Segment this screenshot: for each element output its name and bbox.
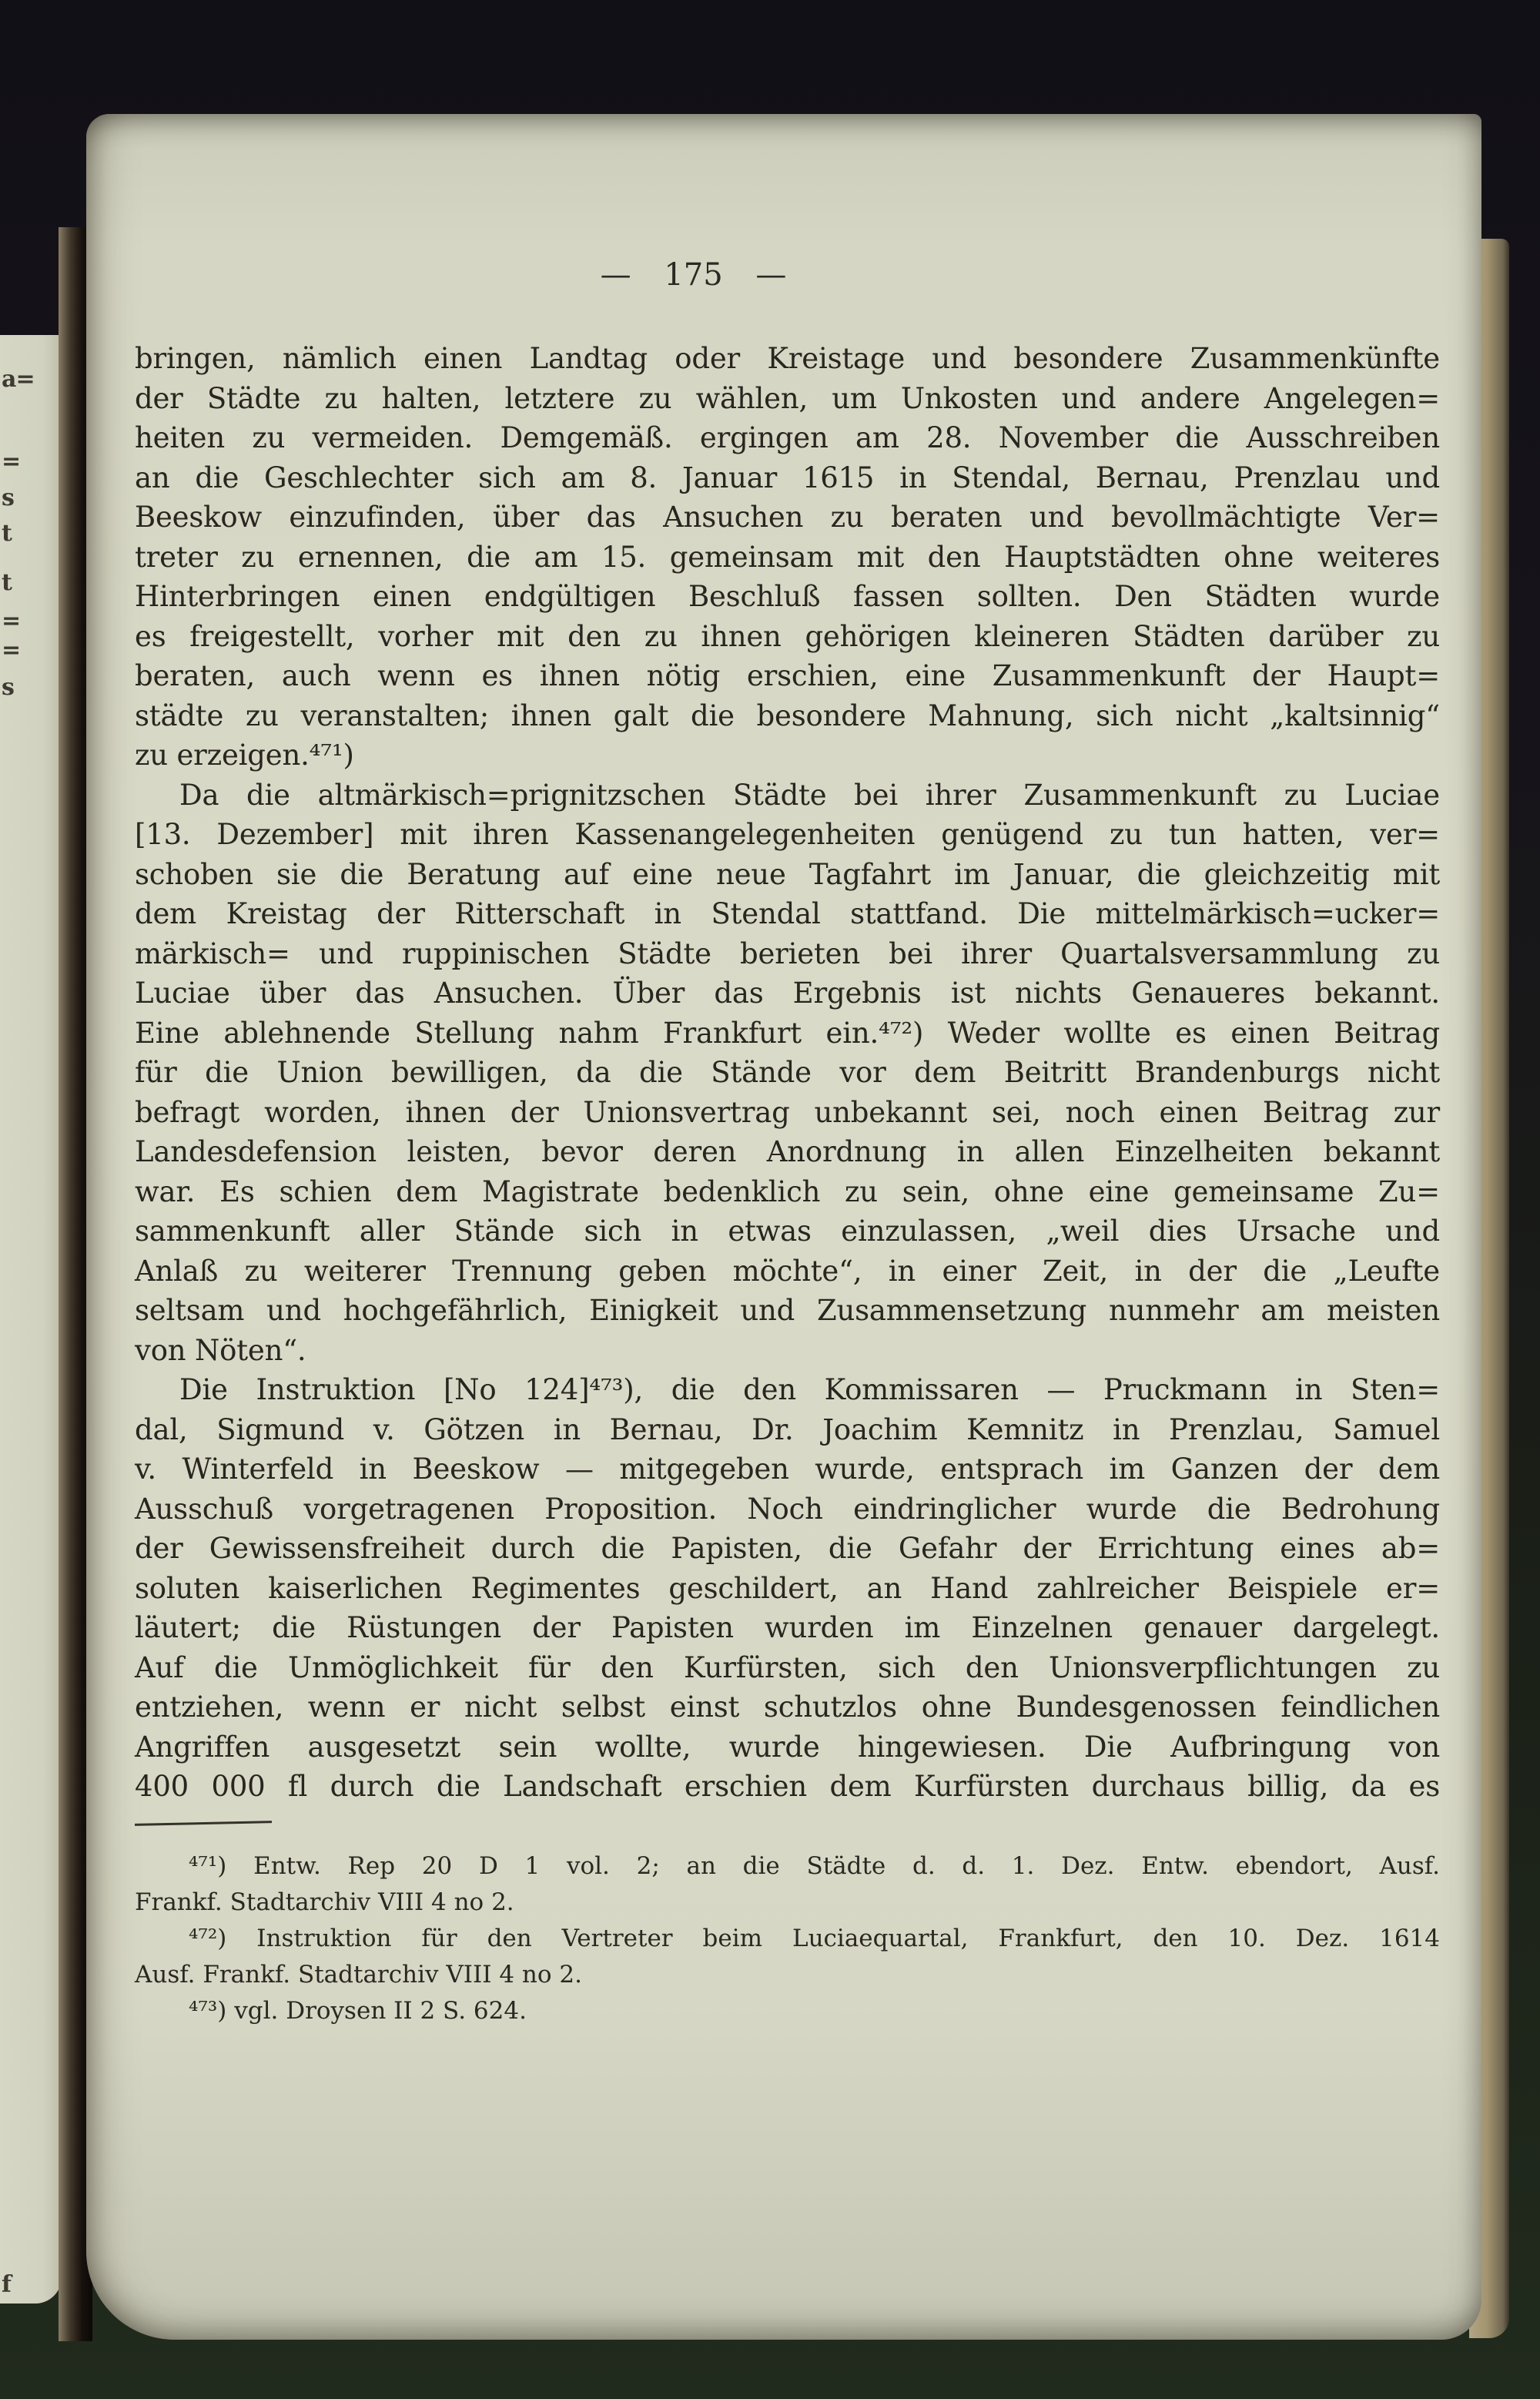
facing-page-text-fragment: = xyxy=(2,637,21,664)
footnote-line: ⁴⁷³) vgl. Droysen II 2 S. 624. xyxy=(189,1997,527,2025)
body-line: an die Geschlechter sich am 8. Januar 1615 in Stendal, Bernau, Prenzlau und xyxy=(135,461,1440,494)
body-line: sammenkunft aller Stände sich in etwas einzulassen, „weil dies Ursache und xyxy=(135,1215,1440,1248)
body-line: Auf die Unmöglichkeit für den Kurfürsten, sich den Unionsverpflichtungen zu xyxy=(135,1650,1440,1684)
paragraph xyxy=(135,1370,1440,1807)
body-line: v. Winterfeld in Beeskow — mitgegeben wurde, entsprach im Ganzen der dem xyxy=(135,1452,1440,1486)
body-line: für die Union bewilligen, da die Stände vor dem Beitritt Brandenburgs nicht xyxy=(135,1056,1440,1089)
body-line: schoben sie die Beratung auf eine neue Tagfahrt im Januar, die gleichzeitig mit xyxy=(135,857,1440,891)
facing-page-text-fragment: = xyxy=(2,608,21,635)
body-line: märkisch= und ruppinischen Städte berieten bei ihrer Quartalsversammlung zu xyxy=(135,936,1440,970)
body-line: es freigestellt, vorher mit den zu ihnen gehörigen kleineren Städten darüber zu xyxy=(135,619,1440,653)
facing-page-sliver xyxy=(0,335,62,2304)
body-line: entziehen, wenn er nicht selbst einst schutzlos ohne Bundesgenossen feindlichen xyxy=(135,1690,1440,1724)
body-line: Hinterbringen einen endgültigen Beschluß fassen sollten. Den Städten wurde xyxy=(135,580,1440,613)
footnote-line: ⁴⁷¹) Entw. Rep 20 D 1 vol. 2; an die Städte d. d. 1. Dez. Entw. ebendort, Ausf. xyxy=(189,1852,1440,1880)
body-line: dem Kreistag der Ritterschaft in Stendal stattfand. Die mittelmärkisch=ucker= xyxy=(135,897,1440,930)
footnote-separator xyxy=(135,1821,272,1826)
body-line: heiten zu vermeiden. Demgemäß. ergingen am 28. November die Ausschreiben xyxy=(135,421,1440,454)
body-line: läutert; die Rüstungen der Papisten wurden im Einzelnen genauer dargelegt. xyxy=(135,1611,1440,1644)
footnotes xyxy=(135,1848,1440,2029)
facing-page-text-fragment: f xyxy=(2,2271,11,2298)
body-line: 400 000 fl durch die Landschaft erschien dem Kurfürsten durchaus billig, da es xyxy=(135,1770,1440,1803)
body-line: Anlaß zu weiterer Trennung geben möchte“, in einer Zeit, in der die „Leufte xyxy=(135,1254,1440,1288)
body-line: von Nöten“. xyxy=(135,1333,306,1367)
body-line: Ausschuß vorgetragenen Proposition. Noch eindringlicher wurde die Bedrohung xyxy=(135,1492,1440,1526)
footnote-line: Frankf. Stadtarchiv VIII 4 no 2. xyxy=(135,1888,514,1916)
body-line: Luciae über das Ansuchen. Über das Ergebnis ist nichts Genaueres bekannt. xyxy=(135,977,1440,1010)
body-line: treter zu ernennen, die am 15. gemeinsam mit den Hauptstädten ohne weiteres xyxy=(135,540,1440,574)
body-line: Landesdefension leisten, bevor deren Anordnung in allen Einzelheiten bekannt xyxy=(135,1135,1440,1168)
facing-page-text-fragment: s xyxy=(2,484,14,511)
body-line: Beeskow einzufinden, über das Ansuchen zu beraten und bevollmächtigte Ver= xyxy=(135,501,1440,534)
body-line: beraten, auch wenn es ihnen nötig erschien, eine Zusammenkunft der Haupt= xyxy=(135,659,1440,692)
body-line: dal, Sigmund v. Götzen in Bernau, Dr. Joachim Kemnitz in Prenzlau, Samuel xyxy=(135,1412,1440,1446)
facing-page-text-fragment: s xyxy=(2,674,14,701)
body-line: bringen, nämlich einen Landtag oder Kreistage und besondere Zusammenkünfte xyxy=(135,342,1440,375)
facing-page-text-fragment: t xyxy=(2,569,12,596)
body-line: Eine ablehnende Stellung nahm Frankfurt ein.⁴⁷²) Weder wollte es einen Beitrag xyxy=(135,1016,1440,1050)
page-number: — 175 — xyxy=(600,257,787,293)
footnote-line: ⁴⁷²) Instruktion für den Vertreter beim Luciaequartal, Frankfurt, den 10. Dez. 1614 xyxy=(189,1925,1440,1952)
body-line: Die Instruktion [No 124]⁴⁷³), die den Kommissaren — Pruckmann in Sten= xyxy=(179,1373,1440,1406)
body-line: befragt worden, ihnen der Unionsvertrag unbekannt sei, noch einen Beitrag zur xyxy=(135,1095,1440,1129)
body-line: städte zu veranstalten; ihnen galt die besondere Mahnung, sich nicht „kaltsinnig“ xyxy=(135,699,1440,732)
body-line: soluten kaiserlichen Regimentes geschildert, an Hand zahlreicher Beispiele er= xyxy=(135,1571,1440,1605)
body-line: Angriffen ausgesetzt sein wollte, wurde hingewiesen. Die Aufbringung von xyxy=(135,1730,1440,1764)
footnote-line: Ausf. Frankf. Stadtarchiv VIII 4 no 2. xyxy=(135,1961,582,1989)
facing-page-text-fragment: a= xyxy=(2,366,35,393)
book-page xyxy=(86,114,1481,2340)
body-line: [13. Dezember] mit ihren Kassenangelegenheiten genügend zu tun hatten, ver= xyxy=(135,818,1440,851)
body-line: zu erzeigen.⁴⁷¹) xyxy=(135,739,354,772)
body-line: der Städte zu halten, letztere zu wählen, um Unkosten und andere Angelegen= xyxy=(135,381,1440,415)
paragraph xyxy=(135,776,1440,1371)
body-line: der Gewissensfreiheit durch die Papisten, die Gefahr der Errichtung eines ab= xyxy=(135,1532,1440,1565)
body-line: Da die altmärkisch=prignitzschen Städte bei ihrer Zusammenkunft zu Luciae xyxy=(179,778,1440,812)
page-body-text xyxy=(135,339,1440,1807)
facing-page-text-fragment: = xyxy=(2,448,21,475)
body-line: seltsam und hochgefährlich, Einigkeit und Zusammensetzung nunmehr am meisten xyxy=(135,1294,1440,1327)
paragraph xyxy=(135,339,1440,776)
facing-page-text-fragment: t xyxy=(2,520,12,547)
body-line: war. Es schien dem Magistrate bedenklich zu sein, ohne eine gemeinsame Zu= xyxy=(135,1174,1440,1208)
